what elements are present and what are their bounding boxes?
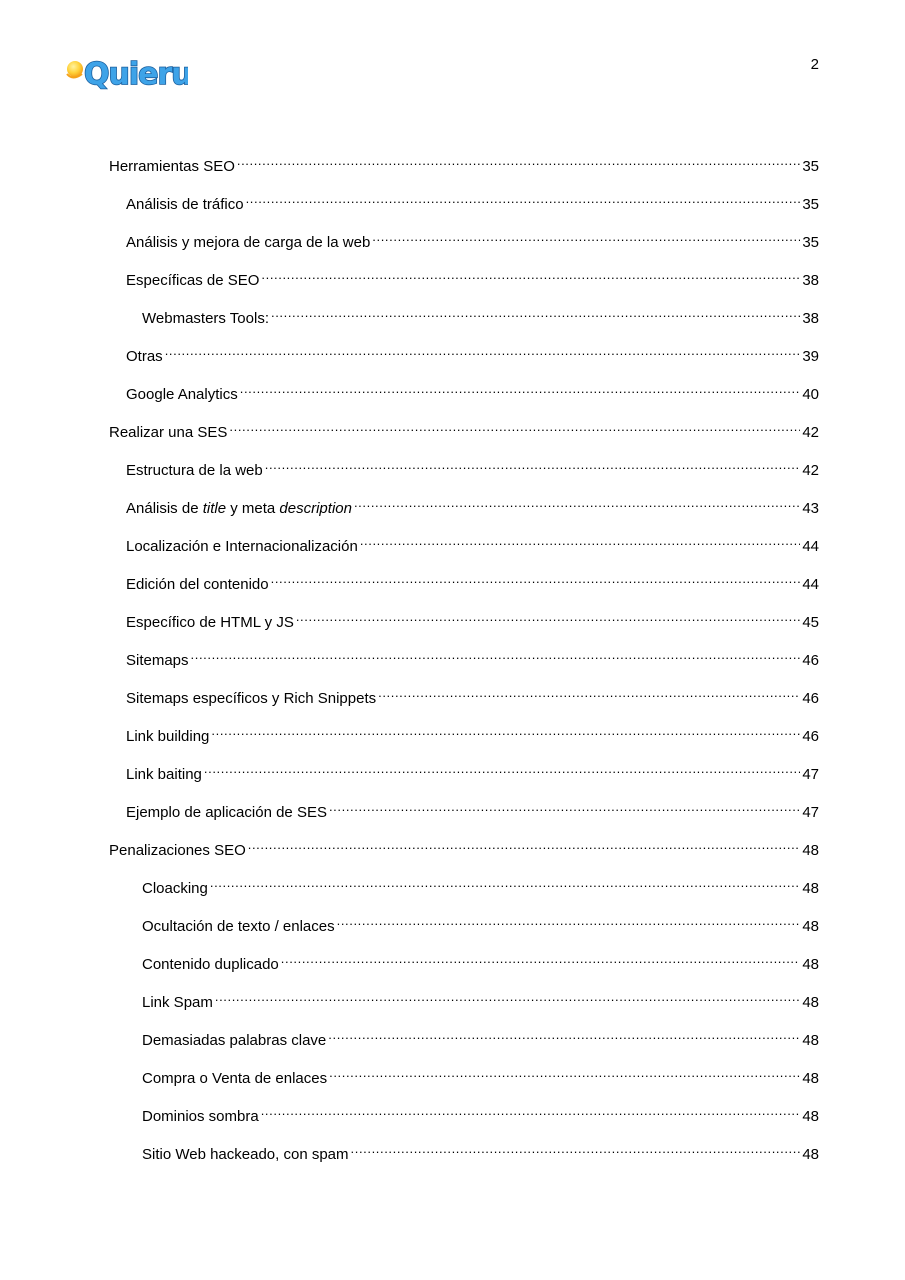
toc-entry-title: Compra o Venta de enlaces <box>142 1070 328 1087</box>
toc-dot-leader <box>351 1139 801 1159</box>
toc-entry-page: 48 <box>802 918 819 935</box>
toc-dot-leader <box>329 1063 800 1083</box>
toc-dot-leader <box>360 531 801 551</box>
toc-entry[interactable] <box>109 417 819 455</box>
toc-entry-title-part: description <box>279 500 352 517</box>
toc-entry-title: Sitemaps específicos y Rich Snippets <box>126 690 377 707</box>
toc-entry-page: 48 <box>802 1146 819 1163</box>
toc-entry-page: 35 <box>802 234 819 251</box>
toc-entry[interactable] <box>109 1063 819 1101</box>
toc-entry-title-part: y meta <box>226 500 280 517</box>
toc-dot-leader <box>204 759 800 779</box>
toc-entry-page: 42 <box>802 462 819 479</box>
toc-dot-leader <box>354 493 800 513</box>
toc-entry-title: Ejemplo de aplicación de SES <box>126 804 327 821</box>
toc-entry-title: Edición del contenido <box>126 576 269 593</box>
toc-entry-page: 43 <box>802 500 819 517</box>
toc-entry[interactable] <box>109 607 819 645</box>
toc-dot-leader <box>378 683 800 703</box>
toc-entry-page: 42 <box>802 424 819 441</box>
toc-entry-title: Dominios sombra <box>142 1108 259 1125</box>
toc-entry-page: 44 <box>802 538 819 555</box>
toc-entry-page: 38 <box>802 272 819 289</box>
toc-dot-leader <box>237 151 800 171</box>
toc-dot-leader <box>210 873 800 893</box>
toc-entry-title: Link baiting <box>126 766 202 783</box>
toc-entry-title: Específicas de SEO <box>126 272 260 289</box>
toc-entry[interactable] <box>109 379 819 417</box>
toc-entry-page: 46 <box>802 652 819 669</box>
svg-text:Quieru: Quieru <box>84 57 188 92</box>
toc-entry-title: Google Analytics <box>126 386 238 403</box>
toc-entry-page: 47 <box>802 804 819 821</box>
toc-entry[interactable] <box>109 1101 819 1139</box>
toc-entry-title: Específico de HTML y JS <box>126 614 294 631</box>
toc-entry[interactable] <box>109 645 819 683</box>
toc-entry[interactable] <box>109 683 819 721</box>
toc-dot-leader <box>215 987 800 1007</box>
toc-entry[interactable] <box>109 265 819 303</box>
toc-dot-leader <box>211 721 800 741</box>
toc-dot-leader <box>271 303 800 323</box>
toc-dot-leader <box>261 1101 801 1121</box>
toc-entry-title: Otras <box>126 348 163 365</box>
toc-entry[interactable] <box>109 303 819 341</box>
toc-dot-leader <box>246 189 801 209</box>
toc-entry[interactable] <box>109 873 819 911</box>
toc-entry[interactable] <box>109 949 819 987</box>
toc-entry-page: 45 <box>802 614 819 631</box>
table-of-contents <box>109 151 819 1177</box>
toc-entry-title: Webmasters Tools: <box>142 310 269 327</box>
toc-entry[interactable] <box>109 911 819 949</box>
toc-entry-title: Link building <box>126 728 210 745</box>
toc-entry-title-part: title <box>202 500 227 517</box>
toc-entry[interactable] <box>109 151 819 189</box>
toc-dot-leader <box>265 455 801 475</box>
toc-entry-page: 44 <box>802 576 819 593</box>
toc-entry-page: 35 <box>802 196 819 213</box>
toc-entry[interactable] <box>109 227 819 265</box>
toc-dot-leader <box>165 341 801 361</box>
toc-entry[interactable] <box>109 569 819 607</box>
toc-entry-page: 40 <box>802 386 819 403</box>
toc-entry-title-part: Análisis de <box>126 500 203 517</box>
toc-dot-leader <box>372 227 800 247</box>
toc-entry[interactable] <box>109 493 819 531</box>
toc-entry[interactable] <box>109 797 819 835</box>
toc-entry-title: Contenido duplicado <box>142 956 279 973</box>
toc-entry[interactable] <box>109 721 819 759</box>
toc-entry-title: Herramientas SEO <box>109 158 235 175</box>
quieru-logo <box>64 50 188 96</box>
toc-dot-leader <box>261 265 800 285</box>
toc-entry-page: 38 <box>802 310 819 327</box>
toc-entry[interactable] <box>109 987 819 1025</box>
toc-entry-page: 48 <box>802 956 819 973</box>
toc-entry-page: 48 <box>802 880 819 897</box>
toc-entry-title: Estructura de la web <box>126 462 263 479</box>
toc-entry-title: Realizar una SES <box>109 424 228 441</box>
toc-dot-leader <box>296 607 800 627</box>
toc-entry-page: 48 <box>802 842 819 859</box>
page-number: 2 <box>810 56 819 73</box>
toc-entry-title: Sitemaps <box>126 652 189 669</box>
toc-entry-page: 47 <box>802 766 819 783</box>
toc-entry-title: Análisis de tráfico <box>126 196 244 213</box>
toc-dot-leader <box>329 797 800 817</box>
toc-dot-leader <box>229 417 800 437</box>
toc-entry-page: 35 <box>802 158 819 175</box>
toc-entry[interactable] <box>109 1139 819 1177</box>
toc-entry[interactable] <box>109 835 819 873</box>
toc-dot-leader <box>248 835 801 855</box>
toc-dot-leader <box>271 569 801 589</box>
toc-dot-leader <box>240 379 801 399</box>
toc-entry-title <box>126 499 352 519</box>
toc-dot-leader <box>281 949 801 969</box>
toc-entry[interactable] <box>109 455 819 493</box>
toc-entry-title: Sitio Web hackeado, con spam <box>142 1146 349 1163</box>
toc-entry-title: Cloacking <box>142 880 208 897</box>
toc-dot-leader <box>328 1025 800 1045</box>
toc-entry-page: 48 <box>802 1108 819 1125</box>
toc-entry[interactable] <box>109 189 819 227</box>
toc-entry-title: Link Spam <box>142 994 213 1011</box>
toc-entry-title: Ocultación de texto / enlaces <box>142 918 335 935</box>
toc-entry-page: 48 <box>802 994 819 1011</box>
toc-entry-page: 46 <box>802 690 819 707</box>
toc-entry-page: 48 <box>802 1070 819 1087</box>
toc-entry-page: 39 <box>802 348 819 365</box>
toc-dot-leader <box>191 645 801 665</box>
toc-entry[interactable] <box>109 341 819 379</box>
toc-entry-page: 48 <box>802 1032 819 1049</box>
toc-entry-title: Análisis y mejora de carga de la web <box>126 234 371 251</box>
toc-entry-title: Demasiadas palabras clave <box>142 1032 327 1049</box>
toc-entry-title: Localización e Internacionalización <box>126 538 358 555</box>
toc-entry[interactable] <box>109 1025 819 1063</box>
toc-entry-title: Penalizaciones SEO <box>109 842 246 859</box>
toc-dot-leader <box>337 911 801 931</box>
toc-entry[interactable] <box>109 531 819 569</box>
toc-entry[interactable] <box>109 759 819 797</box>
toc-entry-page: 46 <box>802 728 819 745</box>
